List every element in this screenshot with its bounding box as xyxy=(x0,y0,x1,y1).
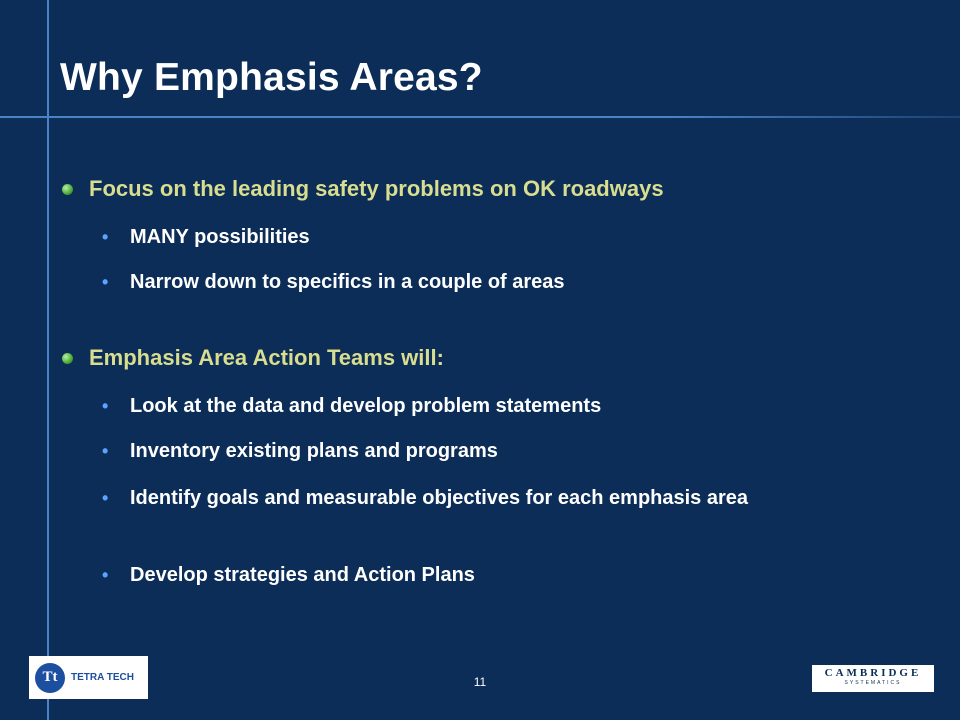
green-bullet-icon xyxy=(62,353,73,364)
horizontal-accent-line xyxy=(0,116,960,118)
tetra-tech-mark-icon: Tt xyxy=(35,663,65,693)
bullet-dot-icon: • xyxy=(102,227,109,247)
cambridge-logo-text: CAMBRIDGE xyxy=(824,667,922,679)
list-item-text: MANY possibilities xyxy=(130,226,310,248)
section-heading-focus xyxy=(62,176,664,202)
list-item-text: Narrow down to specifics in a couple of areas xyxy=(130,271,565,293)
vertical-accent-line xyxy=(47,0,49,720)
systematics-logo-text: SYSTEMATICS xyxy=(844,680,902,686)
tetra-tech-logo xyxy=(29,656,148,699)
bullet-dot-icon: • xyxy=(102,272,109,292)
section-heading-action-teams xyxy=(62,345,444,371)
list-item-text: Look at the data and develop problem statements xyxy=(130,395,602,417)
list-item-text: Develop strategies and Action Plans xyxy=(130,564,475,586)
bullet-dot-icon: • xyxy=(102,441,109,461)
list-item-text: Inventory existing plans and programs xyxy=(130,440,498,462)
list-item xyxy=(102,563,922,588)
list-item xyxy=(102,270,922,295)
list-item xyxy=(102,439,922,464)
tetra-tech-logo-text: TETRA TECH xyxy=(71,672,134,683)
page-number: 11 xyxy=(473,675,487,689)
bullet-dot-icon: • xyxy=(102,396,109,416)
bullet-dot-icon: • xyxy=(102,488,109,508)
list-item xyxy=(102,225,922,250)
list-item-text: Identify goals and measurable objectives for each emphasis area xyxy=(130,487,749,509)
green-bullet-icon xyxy=(62,184,73,195)
section-heading-text: Emphasis Area Action Teams will: xyxy=(89,345,444,370)
list-item xyxy=(102,394,922,419)
section-heading-text: Focus on the leading safety problems on OK roadways xyxy=(89,176,664,201)
list-item xyxy=(102,486,922,511)
cambridge-systematics-logo xyxy=(812,665,934,692)
bullet-dot-icon: • xyxy=(102,565,109,585)
slide-title: Why Emphasis Areas? xyxy=(60,56,483,99)
